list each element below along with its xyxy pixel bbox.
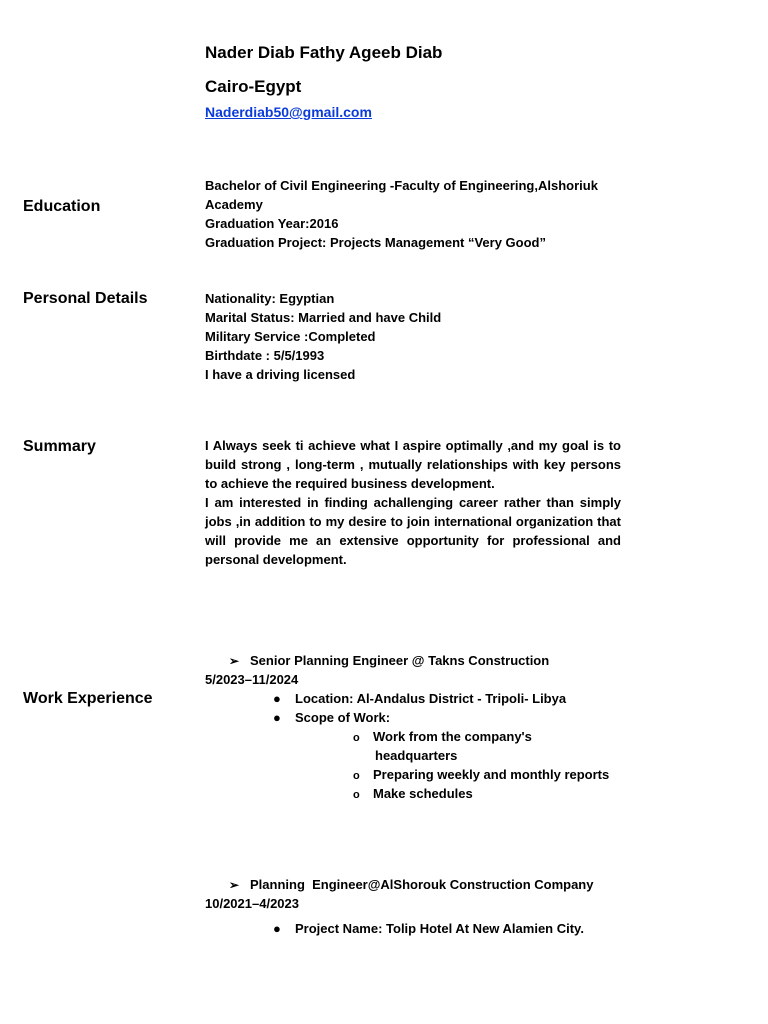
circle-bullet-icon: o xyxy=(353,732,360,744)
education-graduation-year: Graduation Year:2016 xyxy=(205,216,339,231)
job-2-period: 10/2021–4/2023 xyxy=(205,896,299,911)
education-degree: Bachelor of Civil Engineering -Faculty of Engineering,Alshoriuk xyxy=(205,178,598,193)
job-1-scope-line xyxy=(273,708,390,727)
bullet-icon: ● xyxy=(273,710,281,725)
military-service: Military Service :Completed xyxy=(205,329,376,344)
scope-item-2-text: Preparing weekly and monthly reports xyxy=(373,767,610,782)
work-experience-heading: Work Experience xyxy=(23,690,153,707)
scope-item-1-text: Work from the company's xyxy=(373,729,532,744)
job-2-role-line xyxy=(229,875,593,895)
circle-bullet-icon: o xyxy=(353,789,360,801)
personal-details-list xyxy=(205,289,441,384)
job-1-role: Senior Planning Engineer @ Takns Construction xyxy=(250,653,550,668)
education-details xyxy=(205,176,598,252)
scope-item-3 xyxy=(353,784,473,805)
candidate-location: Cairo-Egypt xyxy=(205,77,302,96)
job-2-role: Planning Engineer@AlShorouk Construction Company xyxy=(250,877,594,892)
arrow-bullet-icon: ➢ xyxy=(229,654,240,668)
summary-heading: Summary xyxy=(23,438,96,455)
marital-status: Marital Status: Married and have Child xyxy=(205,310,442,325)
bullet-icon: ● xyxy=(273,691,281,706)
bullet-icon: ● xyxy=(273,921,281,936)
scope-item-3-text: Make schedules xyxy=(373,786,473,801)
scope-item-2 xyxy=(353,765,609,786)
driving-license: I have a driving licensed xyxy=(205,367,356,382)
education-institution: Academy xyxy=(205,197,263,212)
job-1-location: Location: Al-Andalus District - Tripoli- Libya xyxy=(295,691,567,706)
education-project: Graduation Project: Projects Management “Very Good” xyxy=(205,235,546,250)
nationality: Nationality: Egyptian xyxy=(205,291,335,306)
summary-paragraph-2: I am interested in finding achallenging career rather than simply jobs ,in addition to my desire to join international organization that will provide me an extensive opportunity for professional and personal development. xyxy=(205,495,621,567)
job-1-location-line xyxy=(273,689,566,708)
scope-item-1-continued: headquarters xyxy=(375,748,458,763)
job-1-period: 5/2023–11/2024 xyxy=(205,672,299,687)
job-1-role-line xyxy=(229,651,549,671)
arrow-bullet-icon: ➢ xyxy=(229,878,240,892)
education-heading: Education xyxy=(23,198,101,215)
birthdate: Birthdate : 5/5/1993 xyxy=(205,348,325,363)
job-2-project: Project Name: Tolip Hotel At New Alamien City. xyxy=(295,921,584,936)
summary-paragraph-1: I Always seek ti achieve what I aspire optimally ,and my goal is to build strong , long-term , mutually relationships with key persons to achieve the required business development. xyxy=(205,438,621,491)
personal-details-heading: Personal Details xyxy=(23,290,148,307)
job-1-scope-label: Scope of Work: xyxy=(295,710,391,725)
summary-text xyxy=(205,436,621,569)
scope-item-1 xyxy=(353,727,532,748)
circle-bullet-icon: o xyxy=(353,770,360,782)
candidate-name: Nader Diab Fathy Ageeb Diab xyxy=(205,43,443,62)
job-2-project-line xyxy=(273,919,584,938)
email-link[interactable]: Naderdiab50@gmail.com xyxy=(205,104,372,120)
